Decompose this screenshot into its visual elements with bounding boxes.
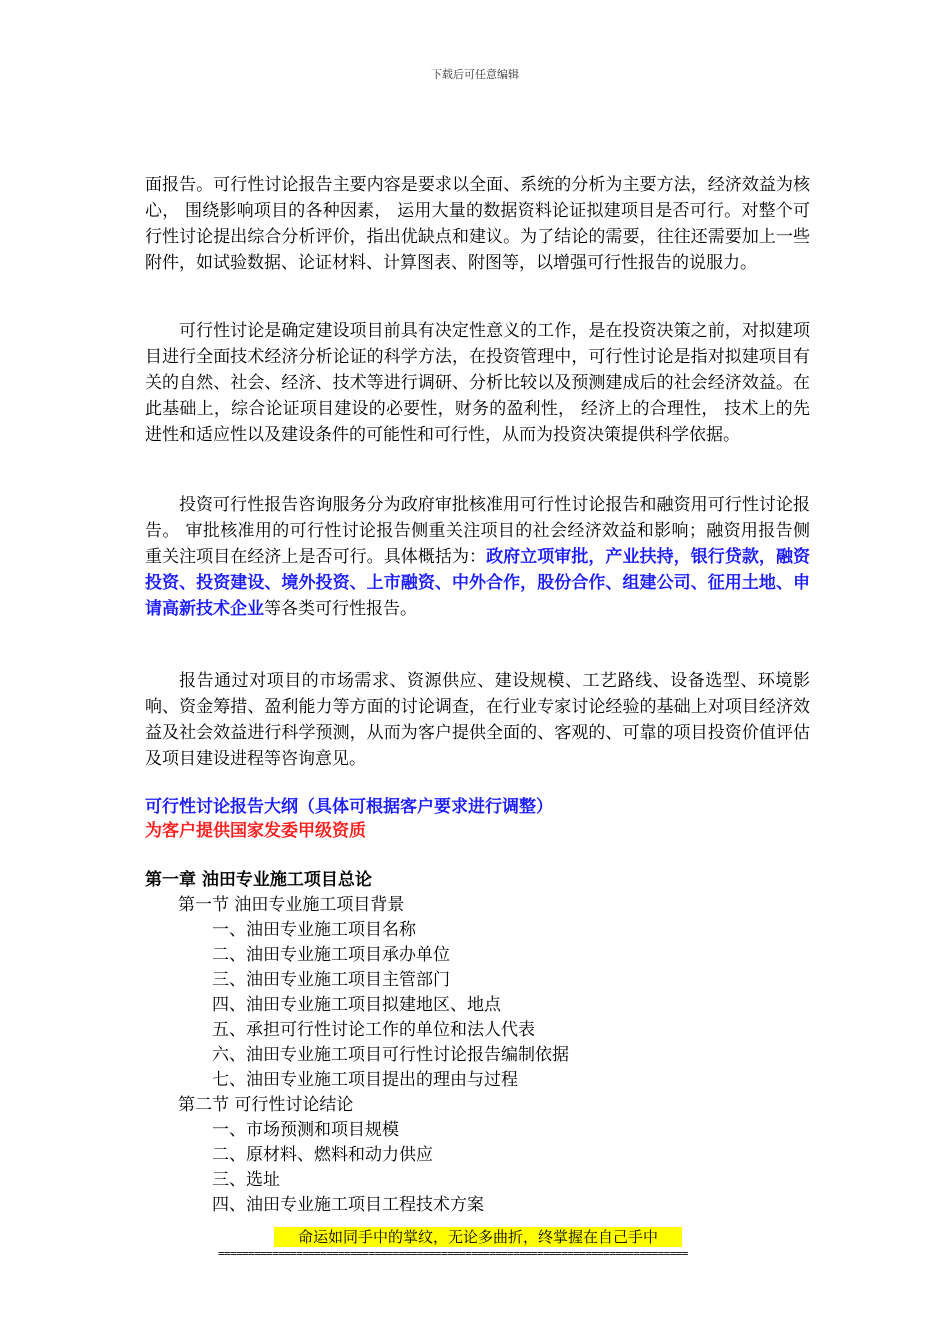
outline-title: 可行性讨论报告大纲（具体可根据客户要求进行调整） [145, 797, 553, 817]
footer-motto: 命运如同手中的掌纹，无论多曲折，终掌握在自己手中 [274, 1227, 682, 1247]
toc-item: 三、油田专业施工项目主管部门 [212, 970, 450, 990]
toc-item: 五、承担可行性讨论工作的单位和法人代表 [212, 1020, 535, 1040]
toc-item: 二、原材料、燃料和动力供应 [212, 1145, 433, 1165]
paragraph-service-types [145, 492, 810, 622]
toc-item: 一、油田专业施工项目名称 [212, 920, 416, 940]
toc-item: 一、市场预测和项目规模 [212, 1120, 399, 1140]
toc-item: 二、油田专业施工项目承办单位 [212, 945, 450, 965]
service-types-ending: 等各类可行性报告。 [264, 599, 417, 619]
paragraph-summary: 面报告。可行性讨论报告主要内容是要求以全面、系统的分析为主要方法，经济效益为核心， 围绕影响项目的各种因素， 运用大量的数据资料论证拟建项目是否可行。对整个可行性讨论提出综合分析评价，指出优缺点和建议。为了结论的需要，往往还需要加上一些附件，如试验数据、论证材料、计算图表、附图等，以增强可行性报告的说服力。 [145, 175, 810, 273]
paragraph-report-scope: 报告通过对项目的市场需求、资源供应、建设规模、工艺路线、设备选型、环境影响、资金筹措、盈利能力等方面的讨论调查，在行业专家讨论经验的基础上对项目经济效益及社会效益进行科学预测，从而为客户提供全面的、客观的、可靠的项目投资价值评估及项目建设进程等咨询意见。 [145, 671, 810, 769]
footer-rule: ============================================================================== [218, 1247, 688, 1260]
toc-item: 四、油田专业施工项目拟建地区、地点 [212, 995, 501, 1015]
toc-section-1: 第一节 油田专业施工项目背景 [178, 895, 405, 915]
toc-item: 六、油田专业施工项目可行性讨论报告编制依据 [212, 1045, 569, 1065]
toc-item: 三、选址 [212, 1170, 280, 1190]
service-types-highlight: 政府立项审批，产业扶持，银行贷款，融资投资、投资建设、境外投资、上市融资、中外合作，股份合作、组建公司、征用土地、申请高新技术企业 [145, 547, 811, 619]
service-types-intro: 投资可行性报告咨询服务分为政府审批核准用可行性讨论报告和融资用可行性讨论报告。 审批核准用的可行性讨论报告侧重关注项目的社会经济效益和影响；融资用报告侧重关注项目在经济上是否可行。具体概括为： [145, 495, 810, 567]
chapter-heading: 第一章 油田专业施工项目总论 [145, 870, 372, 890]
toc-item: 七、油田专业施工项目提出的理由与过程 [212, 1070, 518, 1090]
outline-subtitle: 为客户提供国家发委甲级资质 [145, 821, 366, 841]
page-header: 下载后可任意编辑 [431, 68, 519, 81]
paragraph-feasibility-definition: 可行性讨论是确定建设项目前具有决定性意义的工作，是在投资决策之前，对拟建项目进行全面技术经济分析论证的科学方法，在投资管理中，可行性讨论是指对拟建项目有关的自然、社会、经济、技术等进行调研、分析比较以及预测建成后的社会经济效益。在此基础上，综合论证项目建设的必要性，财务的盈利性， 经济上的合理性， 技术上的先进性和适应性以及建设条件的可能性和可行性，从而为投资决策提供科学依据。 [145, 321, 810, 445]
toc-item: 四、油田专业施工项目工程技术方案 [212, 1195, 484, 1215]
toc-section-2: 第二节 可行性讨论结论 [178, 1095, 354, 1115]
